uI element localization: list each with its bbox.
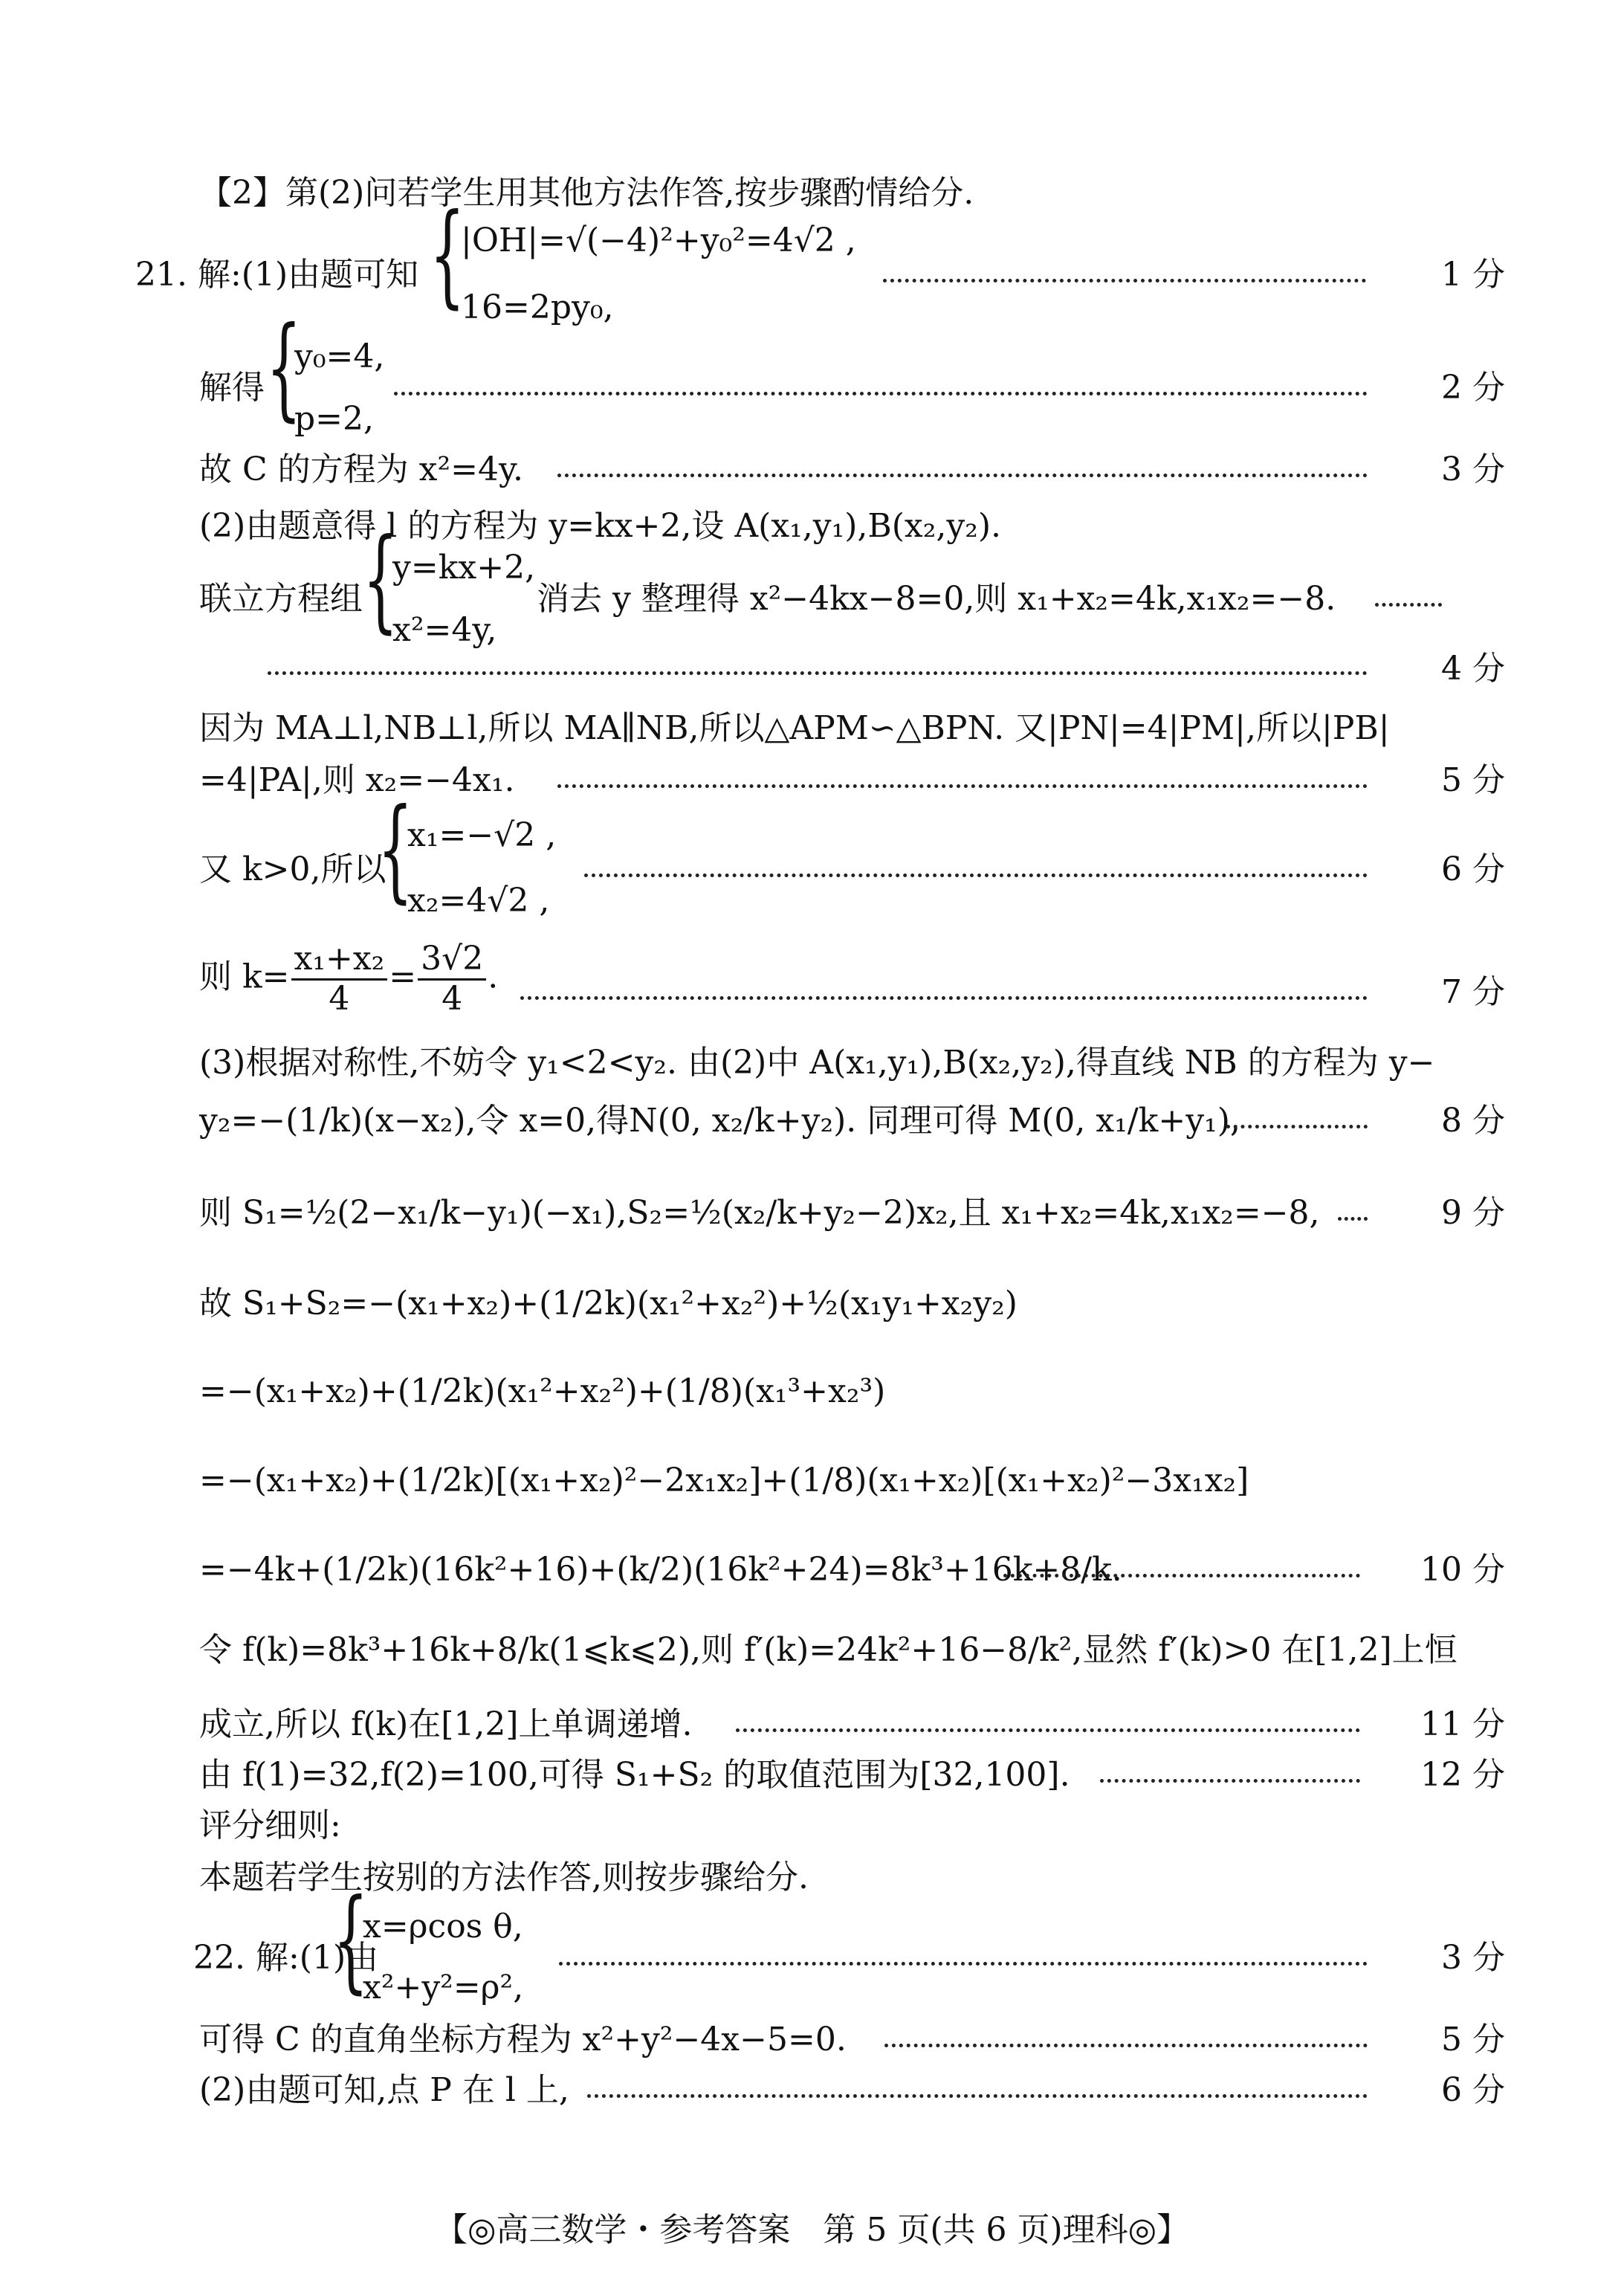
page-footer: 【◎高三数学・参考答案 第 5 页(共 6 页)理科◎】 [434,2211,1190,2249]
q22-system-line2: x²+y²=ρ², [363,1969,524,2006]
q21-line17: 由 f(1)=32,f(2)=100,可得 S₁+S₂ 的取值范围为[32,100]. [199,1756,1070,1794]
k-equals: 则 k= [199,958,290,996]
system-brace: { [363,515,398,645]
leader-dots [1100,1779,1360,1783]
leader-dots [520,996,1368,1000]
equals-sign: = [389,958,417,996]
q22-score-6: 6 分 [1441,2071,1505,2109]
score-10: 10 分 [1420,1551,1505,1589]
q21-k-value [199,940,498,1018]
system-brace: { [378,785,413,914]
q21-line14: =−4k+(1/2k)(16k²+16)+(k/2)(16k²+24)=8k³+16k+8/k. [199,1551,1122,1589]
q22-score-3: 3 分 [1441,1939,1505,1977]
leader-dots [557,474,1368,477]
leader-dots [584,874,1368,877]
solve-label: 解得 [199,369,265,407]
system-brace: { [266,303,302,433]
fraction [418,940,486,1018]
q21-line8: (3)根据对称性,不妨令 y₁<2<y₂. 由(2)中 A(x₁,y₁),B(x₂,y₂),得直线 NB 的方程为 y− [199,1044,1435,1082]
q21-system1-line1: |OH|=√(−4)²+y₀²=4√2 , [461,222,856,259]
leader-dots [1338,1217,1368,1221]
score-9: 9 分 [1441,1194,1505,1232]
q21-system3-line1: y=kx+2, [392,549,536,587]
leader-dots [884,2044,1368,2047]
q21-line13: =−(x₁+x₂)+(1/2k)[(x₁+x₂)²−2x₁x₂]+(1/8)(x₁+x₂)[(x₁+x₂)²−3x₁x₂] [199,1462,1249,1499]
leader-dots [394,392,1368,395]
scoring-note-2: 【2】第(2)问若学生用其他方法作答,按步骤酌情给分. [199,174,974,212]
q22-heading: 22. 解:(1)由 [193,1939,379,1977]
leader-dots [587,2094,1368,2098]
q22-system-line1: x=ρcos θ, [363,1908,523,1945]
q21-line6: 因为 MA⊥l,NB⊥l,所以 MA∥NB,所以△APM∽△BPN. 又|PN|=4|PM|,所以|PB| [199,709,1390,747]
q22-score-5: 5 分 [1441,2021,1505,2058]
q21-line16: 成立,所以 f(k)在[1,2]上单调递增. [199,1705,693,1743]
q22-line2: 可得 C 的直角坐标方程为 x²+y²−4x−5=0. [199,2021,847,2058]
q21-line4: (2)由题意得 l 的方程为 y=kx+2,设 A(x₁,y₁),B(x₂,y₂). [199,507,1002,545]
k-positive-label: 又 k>0,所以 [199,850,386,888]
score-4: 4 分 [1441,650,1505,688]
score-12: 12 分 [1420,1756,1505,1794]
score-1: 1 分 [1441,256,1505,294]
leader-dots [1375,603,1442,607]
q21-system4-line1: x₁=−√2 , [407,816,557,854]
fraction-denominator: 4 [441,979,463,1018]
q21-line7: =4|PA|,则 x₂=−4x₁. [199,761,515,799]
score-3: 3 分 [1441,451,1505,488]
q22-line3: (2)由题可知,点 P 在 l 上, [199,2071,569,2109]
rubric-text: 本题若学生按别的方法作答,则按步骤给分. [199,1859,809,1896]
score-2: 2 分 [1441,369,1505,407]
leader-dots [557,784,1368,788]
q21-line5: 消去 y 整理得 x²−4kx−8=0,则 x₁+x₂=4k,x₁x₂=−8. [537,580,1336,618]
simultaneous-label: 联立方程组 [199,580,363,618]
leader-dots [883,279,1366,282]
q21-system4-line2: x₂=4√2 , [407,882,550,920]
score-6: 6 分 [1441,850,1505,888]
q21-line3: 故 C 的方程为 x²=4y. [199,451,523,488]
leader-dots [1003,1574,1360,1578]
score-11: 11 分 [1420,1705,1505,1743]
score-8: 8 分 [1441,1102,1505,1140]
fraction-numerator: 3√2 [418,940,486,981]
q21-line11: 故 S₁+S₂=−(x₁+x₂)+(1/2k)(x₁²+x₂²)+½(x₁y₁+x₂y₂) [199,1285,1018,1323]
rubric-title: 评分细则: [199,1806,341,1844]
leader-dots [1226,1125,1368,1128]
leader-dots [559,1962,1368,1966]
q21-heading: 21. 解:(1)由题可知 [135,256,419,294]
q21-system2-line2: p=2, [294,400,375,438]
q21-line12: =−(x₁+x₂)+(1/2k)(x₁²+x₂²)+(1/8)(x₁³+x₂³) [199,1372,886,1410]
q21-system1-line2: 16=2py₀, [461,288,614,326]
q21-line9: y₂=−(1/k)(x−x₂),令 x=0,得N(0, x₂/k+y₂). 同理可得 M(0, x₁/k+y₁), [199,1102,1240,1140]
system-brace: { [333,1876,369,2005]
fraction-denominator: 4 [329,979,350,1018]
q21-line15: 令 f(k)=8k³+16k+8/k(1⩽k⩽2),则 f′(k)=24k²+16−8/k²,显然 f′(k)>0 在[1,2]上恒 [199,1631,1458,1669]
leader-dots [736,1728,1360,1732]
q21-system2-line1: y₀=4, [294,338,385,375]
fraction-numerator: x₁+x₂ [291,940,388,981]
score-7: 7 分 [1441,973,1505,1011]
fraction [291,940,388,1018]
score-5: 5 分 [1441,761,1505,799]
q21-line10: 则 S₁=½(2−x₁/k−y₁)(−x₁),S₂=½(x₂/k+y₂−2)x₂,且 x₁+x₂=4k,x₁x₂=−8, [199,1194,1320,1232]
q21-system3-line2: x²=4y, [392,611,497,649]
leader-dots [268,671,1368,675]
system-brace: { [430,190,465,320]
period: . [488,958,499,996]
